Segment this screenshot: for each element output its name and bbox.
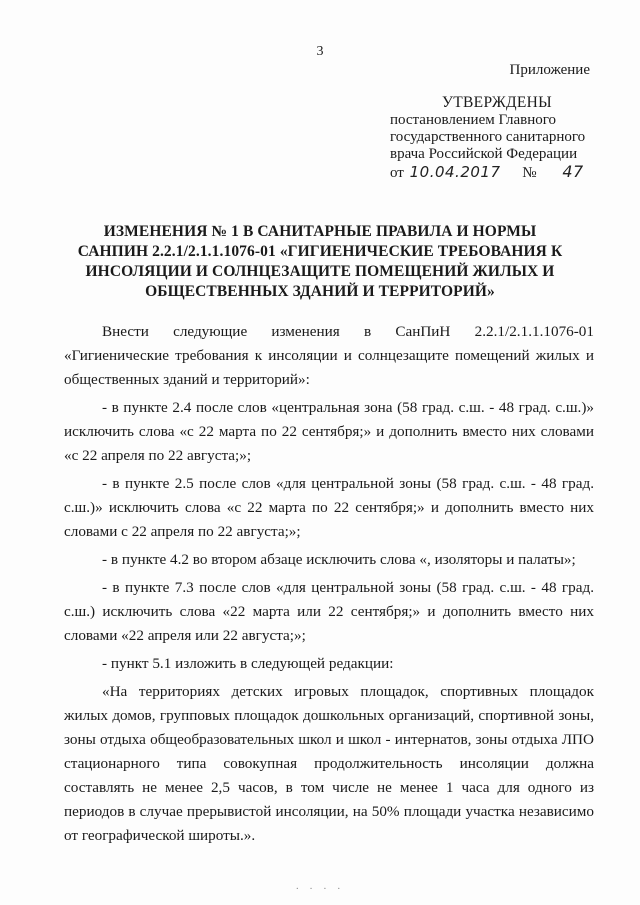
handwritten-date: 10.04.2017 — [409, 163, 501, 181]
page-number: 3 — [316, 44, 324, 59]
title-line: ИЗМЕНЕНИЯ № 1 В САНИТАРНЫЕ ПРАВИЛА И НОРМЫ — [103, 223, 537, 240]
date-prefix: от — [390, 165, 404, 181]
paragraph-item-2-5: - в пункте 2.5 после слов «для центральной зоны (58 град. с.ш. - 48 град. с.ш.)» исключить слова «с 22 марта по 22 сентября;» и дополнить вместо них словами с 22 апреля по 22 августа;»; — [64, 475, 594, 540]
paragraph-quote-5-1: «На территориях детских игровых площадок, спортивных площадок жилых домов, групповых площадок дошкольных организаций, спортивной зоны, зоны отдыха общеобразовательных школ и школ - интернатов, зоны отдыха ЛПО стационарного типа совокупная продолжительность инсоляции должна составлять не менее 2,5 часов, в том числе не менее 1 часа для одного из периодов в случае прерывистой инсоляции, на 50% площади участка независимо от географической широты.». — [64, 683, 594, 844]
handwritten-number: 47 — [562, 162, 584, 181]
approval-line-3: врача Российской Федерации — [390, 146, 578, 162]
title-line: САНПИН 2.2.1/2.1.1.1076-01 «ГИГИЕНИЧЕСКИЕ ТРЕБОВАНИЯ К — [77, 243, 563, 260]
approval-line-2: государственного санитарного — [390, 129, 586, 145]
paragraph-item-7-3: - в пункте 7.3 после слов «для центральной зоны (58 град. с.ш. - 48 град. с.ш.) исключить слова «22 марта или 22 сентября;» и дополнить вместо них словами «22 апреля или 22 августа;»; — [64, 579, 594, 644]
number-sign: № — [522, 165, 537, 181]
paragraph-intro: Внести следующие изменения в СанПиН 2.2.1/2.1.1.1076-01 «Гигиенические требования к инсоляции и солнцезащите помещений жилых и общественных зданий и территорий»: — [64, 323, 594, 388]
date-number-line — [390, 163, 610, 182]
scan-artifact: · · · · — [295, 884, 345, 895]
appendix-label: Приложение — [509, 62, 590, 78]
approval-block — [390, 94, 610, 182]
document-body — [64, 320, 594, 848]
document-title — [60, 222, 580, 302]
approved-heading: УТВЕРЖДЕНЫ — [442, 94, 552, 111]
paragraph-item-2-4: - в пункте 2.4 после слов «центральная зона (58 град. с.ш. - 48 град. с.ш.)» исключить слова «с 22 марта по 22 сентября;» и дополнить вместо них словами «с 22 апреля по 22 августа;»; — [64, 399, 594, 464]
paragraph-item-5-1: - пункт 5.1 изложить в следующей редакции: — [102, 655, 394, 672]
approval-line-1: постановлением Главного — [390, 112, 557, 128]
title-line: ИНСОЛЯЦИИ И СОЛНЦЕЗАЩИТЕ ПОМЕЩЕНИЙ ЖИЛЫХ И — [85, 263, 555, 280]
paragraph-item-4-2: - в пункте 4.2 во втором абзаце исключить слова «, изоляторы и палаты»; — [102, 551, 576, 568]
title-line: ОБЩЕСТВЕННЫХ ЗДАНИЙ И ТЕРРИТОРИЙ» — [145, 283, 495, 300]
